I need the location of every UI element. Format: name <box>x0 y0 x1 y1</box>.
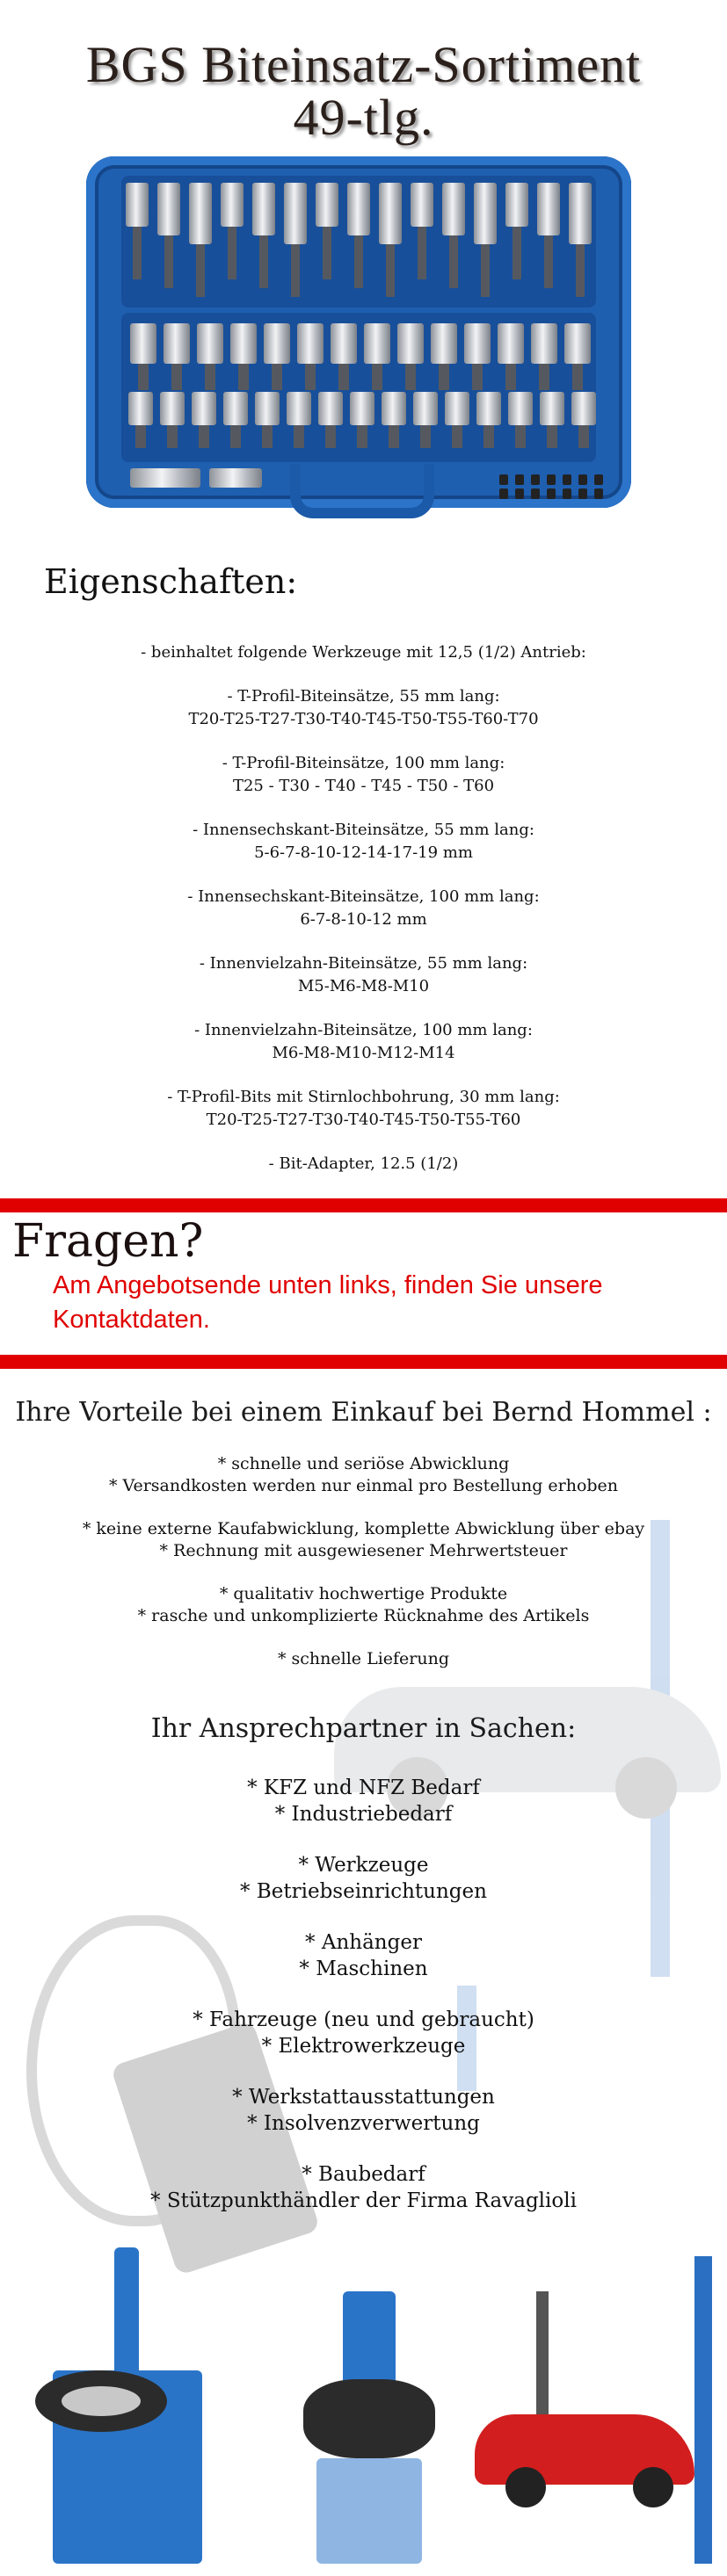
contact-item-line: * Elektrowerkzeuge <box>261 2035 466 2058</box>
bit-socket <box>564 323 591 364</box>
feature-item-line: - Innenvielzahn-Biteinsätze, 55 mm lang: <box>199 954 528 973</box>
feature-item-line: - Innensechskant-Biteinsätze, 55 mm lang: <box>193 821 534 839</box>
small-bit <box>563 488 571 499</box>
feature-item-line: 6-7-8-10-12 mm <box>300 910 427 929</box>
feature-item <box>0 1153 727 1176</box>
advantages-list <box>0 1453 727 1691</box>
divider-bottom <box>0 1355 727 1369</box>
feature-item-line: T25 - T30 - T40 - T45 - T50 - T60 <box>232 777 495 795</box>
feature-item-line: - Innenvielzahn-Biteinsätze, 100 mm lang: <box>194 1021 533 1039</box>
advantages-heading: Ihre Vorteile bei einem Einkauf bei Bernd Hommel : <box>15 1397 712 1428</box>
feature-item-line: - T-Profil-Biteinsätze, 55 mm lang: <box>227 687 500 706</box>
bit-socket <box>160 392 185 425</box>
contact-item <box>0 1852 727 1905</box>
bit-socket <box>498 323 524 364</box>
small-bit <box>594 474 603 485</box>
bit-socket <box>157 183 180 235</box>
bit-socket <box>255 392 280 425</box>
feature-item-line: - T-Profil-Biteinsätze, 100 mm lang: <box>222 754 505 772</box>
contact-item-line: * Anhänger <box>305 1931 422 1954</box>
small-bit <box>578 488 587 499</box>
advantage-item-line: * schnelle Lieferung <box>277 1649 450 1668</box>
bit-socket <box>464 323 491 364</box>
small-bit <box>594 488 603 499</box>
small-bit <box>547 474 556 485</box>
bit-socket <box>531 323 557 364</box>
bit-socket <box>318 392 343 425</box>
feature-item-line: 5-6-7-8-10-12-14-17-19 mm <box>254 843 473 862</box>
feature-item-line: T20-T25-T27-T30-T40-T45-T50-T55-T60-T70 <box>188 710 539 728</box>
contact-item <box>0 1775 727 1827</box>
bit-socket <box>128 392 153 425</box>
contact-item <box>0 2161 727 2214</box>
title-line-1: BGS Biteinsatz-Sortiment <box>85 36 642 93</box>
advantage-item-line: * keine externe Kaufabwicklung, komplette Abwicklung über ebay <box>82 1519 645 1538</box>
small-bit <box>531 488 540 499</box>
bit-socket <box>382 392 406 425</box>
divider-top <box>0 1198 727 1212</box>
features-heading: Eigenschaften: <box>44 562 298 601</box>
product-image <box>86 156 631 508</box>
bit-socket <box>197 323 223 364</box>
bit-socket <box>540 392 564 425</box>
bit-socket <box>189 183 212 244</box>
bit-socket <box>316 183 338 227</box>
contact-item-line: * Stützpunkthändler der Firma Ravaglioli <box>150 2189 577 2212</box>
bit-socket <box>297 323 324 364</box>
bit-socket <box>130 468 200 488</box>
bit-socket <box>230 323 257 364</box>
bit-socket <box>537 183 560 235</box>
small-bit <box>515 488 524 499</box>
feature-item-line: - beinhaltet folgende Werkzeuge mit 12,5 (1/2) Antrieb: <box>141 643 586 662</box>
bit-socket <box>411 183 433 227</box>
small-bit <box>578 474 587 485</box>
title-line-2: 49-tlg. <box>293 89 434 146</box>
contact-list <box>0 1775 727 2239</box>
bit-socket <box>350 392 374 425</box>
small-bit <box>515 474 524 485</box>
contact-item-line: * Industriebedarf <box>274 1803 453 1826</box>
feature-item <box>0 819 727 865</box>
bit-socket <box>508 392 533 425</box>
feature-item <box>0 1086 727 1132</box>
bit-socket <box>192 392 216 425</box>
bit-socket <box>130 323 156 364</box>
case-handle <box>290 464 434 518</box>
bit-socket <box>284 183 307 244</box>
contact-item-line: * Betriebseinrichtungen <box>240 1880 487 1903</box>
bit-socket <box>442 183 465 235</box>
bit-socket <box>445 392 469 425</box>
bit-socket <box>331 323 357 364</box>
feature-item-line: - T-Profil-Bits mit Stirnlochbohrung, 30 mm lang: <box>167 1088 560 1106</box>
feature-item <box>0 886 727 931</box>
feature-item-line: - Innensechskant-Biteinsätze, 100 mm lang: <box>187 887 540 906</box>
advantage-item-line: * qualitativ hochwertige Produkte <box>219 1584 508 1603</box>
contact-item-line: * Insolvenzverwertung <box>247 2112 480 2135</box>
advantage-item-line: * rasche und unkomplizierte Rücknahme des Artikels <box>137 1606 590 1625</box>
contact-item <box>0 1929 727 1982</box>
bit-socket <box>209 468 262 488</box>
small-bit <box>563 474 571 485</box>
small-bit <box>547 488 556 499</box>
advantage-item <box>0 1648 727 1670</box>
contact-item-line: * Baubedarf <box>302 2163 425 2186</box>
contact-item-line: * Maschinen <box>299 1957 428 1980</box>
feature-item-line: T20-T25-T27-T30-T40-T45-T50-T55-T60 <box>206 1111 521 1129</box>
advantage-item <box>0 1583 727 1627</box>
questions-heading: Fragen? <box>12 1215 204 1268</box>
advantage-item-line: * Rechnung mit ausgewiesener Mehrwertsteuer <box>159 1541 568 1560</box>
bit-socket <box>476 392 501 425</box>
contact-item <box>0 2007 727 2059</box>
bit-socket <box>287 392 311 425</box>
machines-image <box>0 2239 727 2576</box>
advantage-item <box>0 1518 727 1562</box>
bit-socket <box>413 392 438 425</box>
feature-item <box>0 752 727 798</box>
contact-heading: Ihr Ansprechpartner in Sachen: <box>150 1713 577 1744</box>
bit-socket <box>505 183 528 227</box>
contact-item-line: * Fahrzeuge (neu und gebraucht) <box>193 2008 534 2031</box>
contact-item-line: * Werkstattausstattungen <box>232 2086 495 2109</box>
bit-socket <box>252 183 275 235</box>
contact-item-line: * Werkzeuge <box>298 1854 429 1877</box>
bit-socket <box>126 183 149 227</box>
bit-socket <box>431 323 457 364</box>
bit-socket <box>223 392 248 425</box>
feature-item-line: - Bit-Adapter, 12.5 (1/2) <box>268 1154 459 1173</box>
contact-item <box>0 2084 727 2137</box>
advantage-item <box>0 1453 727 1497</box>
feature-item <box>0 1019 727 1065</box>
advantage-item-line: * Versandkosten werden nur einmal pro Bestellung erhoben <box>108 1476 619 1495</box>
bit-socket <box>164 323 190 364</box>
small-bit <box>499 488 508 499</box>
feature-item <box>0 685 727 731</box>
bit-socket <box>264 323 290 364</box>
bit-socket <box>364 323 390 364</box>
feature-item <box>0 641 727 664</box>
feature-item-line: M6-M8-M10-M12-M14 <box>272 1044 455 1062</box>
contact-item-line: * KFZ und NFZ Bedarf <box>247 1776 480 1799</box>
bit-socket <box>397 323 424 364</box>
bit-socket <box>474 183 497 244</box>
bit-socket <box>221 183 244 227</box>
questions-text: Am Angebotsende unten links, finden Sie unsere Kontaktdaten. <box>53 1271 603 1334</box>
features-list <box>0 641 727 1197</box>
bit-socket <box>569 183 592 244</box>
bit-socket <box>571 392 596 425</box>
feature-item-line: M5-M6-M8-M10 <box>297 977 430 995</box>
advantage-item-line: * schnelle und seriöse Abwicklung <box>217 1454 510 1473</box>
bit-socket <box>347 183 370 235</box>
small-bit <box>499 474 508 485</box>
feature-item <box>0 952 727 998</box>
small-bit <box>531 474 540 485</box>
bit-socket <box>379 183 402 244</box>
